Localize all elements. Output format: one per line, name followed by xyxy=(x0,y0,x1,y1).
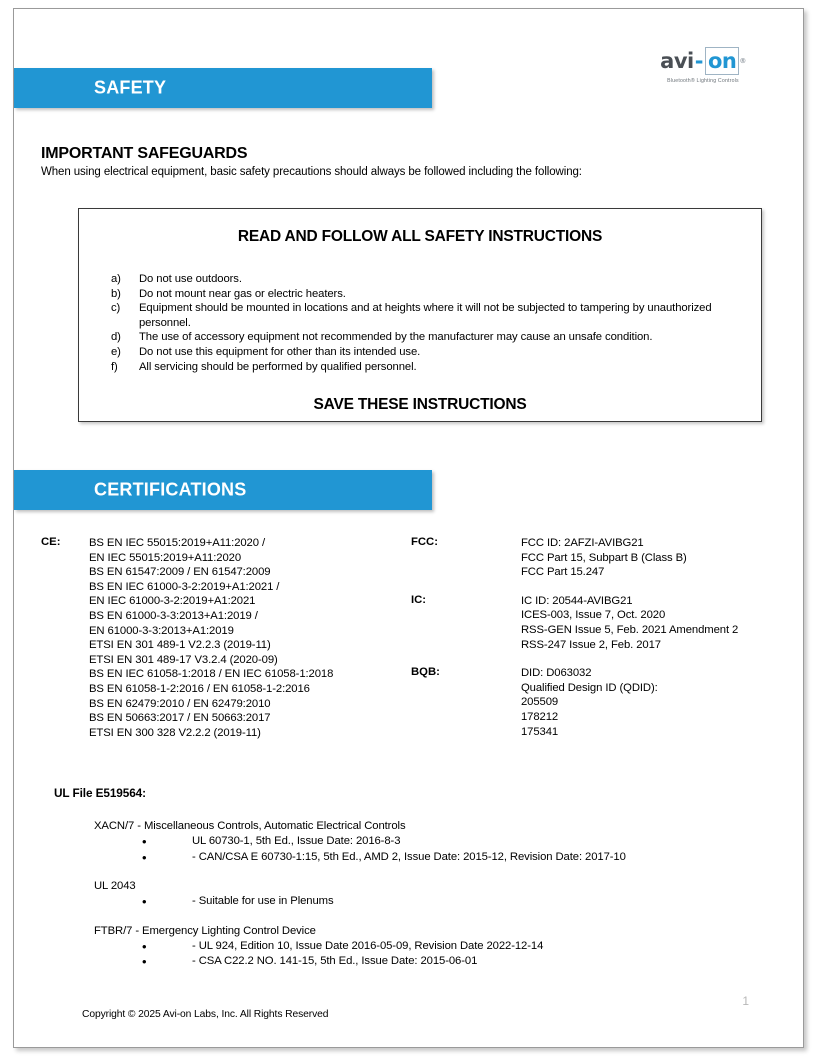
safety-instructions-box xyxy=(78,208,762,422)
cert-value: 205509 xyxy=(521,696,559,709)
ul-group-ftbr7 xyxy=(94,924,794,970)
section-banner-safety-label: SAFETY xyxy=(94,77,167,98)
list-item-text: All servicing should be performed by qualified personnel. xyxy=(139,360,417,373)
avion-logo xyxy=(651,47,755,84)
cert-values-ce xyxy=(89,536,333,740)
list-item-marker: d) xyxy=(111,331,121,344)
ul-bullet-list xyxy=(94,939,794,970)
list-item-marker: c) xyxy=(111,302,121,315)
cert-value: ETSI EN 301 489-1 V2.2.3 (2019-11) xyxy=(89,639,271,652)
ul-group-heading: XACN/7 - Miscellaneous Controls, Automatic Electrical Controls xyxy=(94,820,406,832)
cert-value: RSS-GEN Issue 5, Feb. 2021 Amendment 2 xyxy=(521,623,739,636)
section-banner-safety xyxy=(14,68,432,108)
list-item-text: The use of accessory equipment not recommended by the manufacturer may cause an unsafe condition. xyxy=(139,331,653,344)
cert-label-ic: IC: xyxy=(411,593,427,606)
list-item xyxy=(94,850,794,866)
list-item-text: - Suitable for use in Plenums xyxy=(192,895,334,907)
list-item-marker: e) xyxy=(111,345,121,358)
bullet-icon: • xyxy=(142,849,147,865)
cert-value: ICES-003, Issue 7, Oct. 2020 xyxy=(521,609,666,622)
cert-value: ETSI EN 300 328 V2.2.2 (2019-11) xyxy=(89,726,261,739)
list-item-marker: f) xyxy=(111,360,118,373)
list-item-text: Do not mount near gas or electric heaters. xyxy=(139,287,346,300)
page-number: 1 xyxy=(742,994,749,1008)
list-item xyxy=(94,939,794,955)
ul-group-ul2043 xyxy=(94,879,794,910)
save-instructions-text: SAVE THESE INSTRUCTIONS xyxy=(313,396,527,414)
cert-value: DID: D063032 xyxy=(521,667,592,680)
cert-label-ce: CE: xyxy=(41,536,61,548)
list-item xyxy=(94,834,794,850)
logo-tagline: Bluetooth® Lighting Controls xyxy=(667,78,739,84)
ul-file-groups xyxy=(94,819,794,984)
cert-values-fcc xyxy=(521,536,687,580)
cert-value: EN IEC 61000-3-2:2019+A1:2021 xyxy=(89,595,256,608)
cert-value: RSS-247 Issue 2, Feb. 2017 xyxy=(521,638,661,651)
ul-bullet-list xyxy=(94,834,794,865)
list-item xyxy=(94,894,794,910)
list-item-text: - CSA C22.2 NO. 141-15, 5th Ed., Issue Date: 2015-06-01 xyxy=(192,955,478,967)
certifications-grid xyxy=(41,536,781,753)
bullet-icon: • xyxy=(142,938,147,954)
cert-value: BS EN 61000-3-3:2013+A1:2019 / xyxy=(89,609,258,622)
cert-block-ce xyxy=(41,536,411,740)
cert-values-bqb xyxy=(521,666,658,739)
list-item-text: UL 60730-1, 5th Ed., Issue Date: 2016-8-3 xyxy=(192,835,401,847)
ul-group-xacn7 xyxy=(94,819,794,865)
list-item xyxy=(79,360,761,375)
list-item xyxy=(79,272,761,287)
logo-trademark-icon: ® xyxy=(739,56,746,65)
footer-copyright: Copyright © 2025 Avi-on Labs, Inc. All Rights Reserved xyxy=(82,1009,329,1020)
list-item xyxy=(94,954,794,970)
list-item-text: Do not use this equipment for other than its intended use. xyxy=(139,345,421,358)
list-item xyxy=(79,345,761,360)
cert-value: FCC Part 15, Subpart B (Class B) xyxy=(521,551,687,564)
cert-value: Qualified Design ID (QDID): xyxy=(521,681,658,694)
cert-block-ic xyxy=(411,594,781,652)
cert-value: FCC Part 15.247 xyxy=(521,566,605,579)
ul-group-heading: FTBR/7 - Emergency Lighting Control Device xyxy=(94,924,316,937)
cert-value: BS EN 61058-1-2:2016 / EN 61058-1-2:2016 xyxy=(89,682,310,695)
cert-value: BS EN IEC 55015:2019+A11:2020 / xyxy=(89,537,266,549)
cert-value: BS EN IEC 61058-1:2018 / EN IEC 61058-1:2018 xyxy=(89,668,334,681)
logo-on-text: on xyxy=(707,49,737,73)
list-item xyxy=(79,330,761,345)
list-item-text: - UL 924, Edition 10, Issue Date 2016-05-09, Revision Date 2022-12-14 xyxy=(192,939,544,952)
ul-group-heading: UL 2043 xyxy=(94,880,136,892)
section-banner-certifications-label: CERTIFICATIONS xyxy=(94,479,247,500)
list-item-text: Do not use outdoors. xyxy=(139,273,242,285)
cert-value: BS EN 62479:2010 / EN 62479:2010 xyxy=(89,697,271,710)
section-banner-certifications xyxy=(14,470,432,510)
cert-value: BS EN IEC 61000-3-2:2019+A1:2021 / xyxy=(89,580,280,593)
bullet-icon: • xyxy=(142,894,147,909)
list-item-text: Equipment should be mounted in locations and at heights where it will not be subjected to tampering by unauthorized personnel. xyxy=(139,302,712,329)
cert-value: EN 61000-3-3:2013+A1:2019 xyxy=(89,624,234,637)
cert-value: IC ID: 20544-AVIBG21 xyxy=(521,594,633,607)
logo-wordmark xyxy=(651,47,755,75)
logo-dash-icon: - xyxy=(694,48,703,73)
page-title-safeguards: IMPORTANT SAFEGUARDS xyxy=(41,145,248,162)
logo-avi-text: avi xyxy=(660,48,694,73)
cert-label-fcc: FCC: xyxy=(411,536,438,548)
safety-instruction-list xyxy=(79,272,761,374)
cert-value: ETSI EN 301 489-17 V3.2.4 (2020-09) xyxy=(89,653,278,666)
safeguards-intro-text: When using electrical equipment, basic safety precautions should always be followed including the following: xyxy=(41,166,582,178)
cert-label-bqb: BQB: xyxy=(411,666,440,679)
cert-value: EN IEC 55015:2019+A11:2020 xyxy=(89,551,242,564)
ul-bullet-list xyxy=(94,894,794,910)
safety-instructions-heading: READ AND FOLLOW ALL SAFETY INSTRUCTIONS xyxy=(237,228,603,245)
list-item-marker: b) xyxy=(111,287,121,300)
certifications-column-left xyxy=(41,536,411,753)
list-item xyxy=(79,301,761,330)
bullet-icon: • xyxy=(142,954,147,969)
cert-value: BS EN 50663:2017 / EN 50663:2017 xyxy=(89,712,271,725)
certifications-column-right xyxy=(411,536,781,753)
cert-block-fcc xyxy=(411,536,781,580)
cert-block-bqb xyxy=(411,666,781,739)
cert-value: 175341 xyxy=(521,725,559,738)
list-item xyxy=(79,287,761,302)
logo-on-box xyxy=(705,47,739,75)
cert-value: FCC ID: 2AFZI-AVIBG21 xyxy=(521,537,644,549)
bullet-icon: • xyxy=(142,834,147,849)
list-item-text: - CAN/CSA E 60730-1:15, 5th Ed., AMD 2, Issue Date: 2015-12, Revision Date: 2017-10 xyxy=(192,850,626,863)
cert-value: BS EN 61547:2009 / EN 61547:2009 xyxy=(89,566,271,579)
cert-value: 178212 xyxy=(521,710,559,723)
ul-file-title: UL File E519564: xyxy=(54,786,146,800)
list-item-marker: a) xyxy=(111,273,121,285)
cert-values-ic xyxy=(521,594,738,652)
document-page xyxy=(13,8,804,1048)
